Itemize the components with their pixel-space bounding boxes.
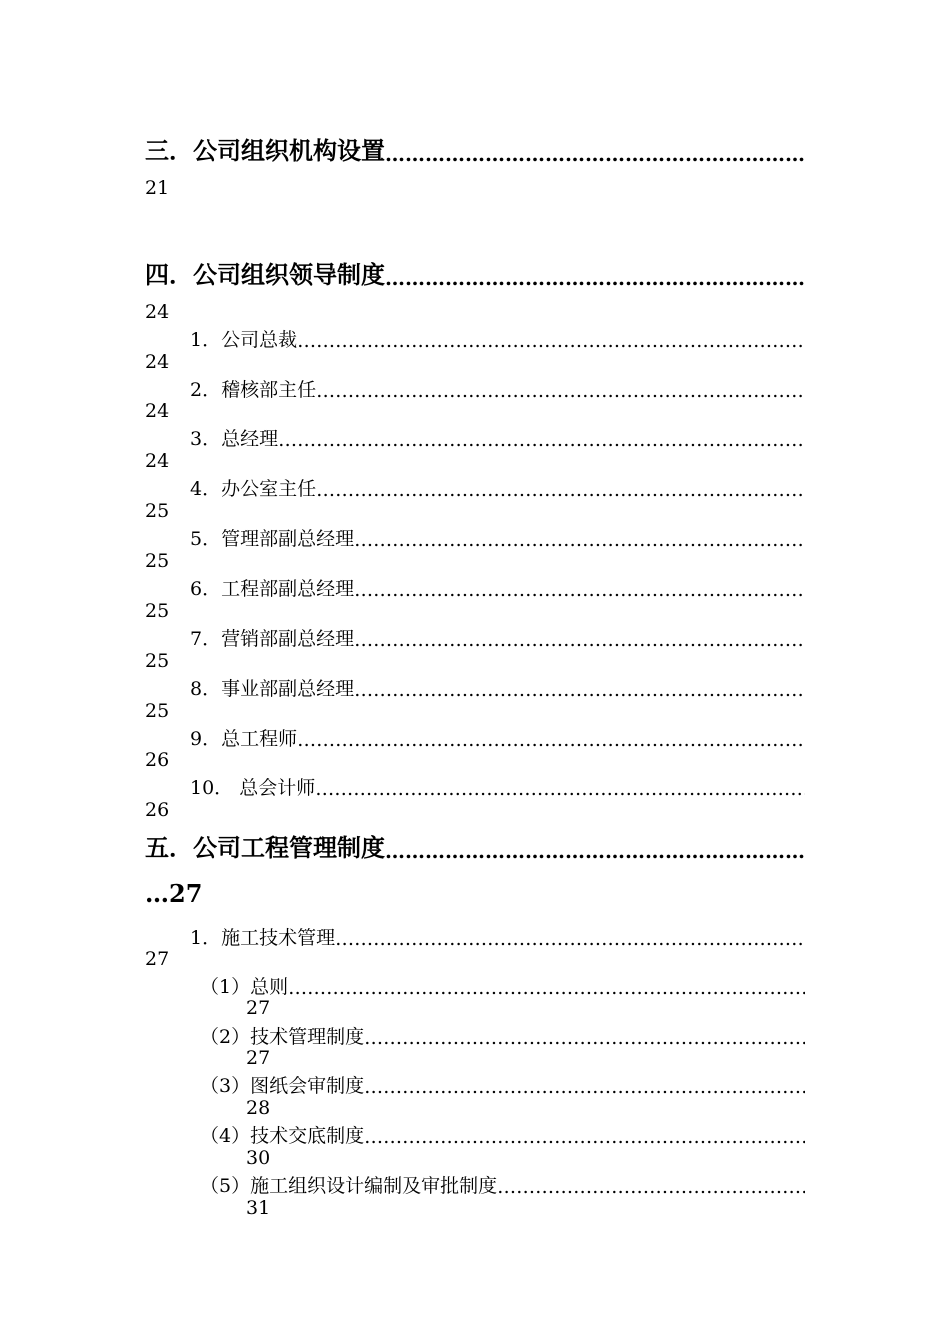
toc-subentry[interactable]: （1）总则 ………………………………………………………………………………………………………………………………………………………………………………………………………………	[200, 969, 805, 999]
toc-page-number: 24	[145, 450, 170, 472]
toc-page-number: 24	[145, 400, 170, 422]
dot-leader	[385, 266, 805, 290]
toc-page-number: 25	[145, 500, 170, 522]
toc-entry[interactable]: 10． 总会计师 ………………………………………………………………………………………………………………………………………………………………………………………………………………	[190, 770, 805, 800]
toc-page-number: …27	[145, 879, 203, 908]
dot-leader	[288, 977, 805, 999]
dot-leader	[497, 1176, 805, 1198]
toc-page-number: 24	[145, 351, 170, 373]
toc-page-number: 25	[145, 650, 170, 672]
toc-entry[interactable]: 9．总工程师 ………………………………………………………………………………………………………………………………………………………………………………………………………………	[190, 721, 805, 751]
toc-page-number: 26	[145, 799, 170, 821]
dot-leader	[354, 679, 805, 701]
toc-page-number: 21	[145, 177, 170, 199]
dot-leader	[335, 928, 805, 950]
toc-subentry[interactable]: （5）施工组织设计编制及审批制度 ………………………………………………………………………………………………………………………………………………………………………………………………………………	[200, 1168, 805, 1198]
dot-leader	[316, 380, 805, 402]
toc-page-number: 24	[145, 301, 170, 323]
dot-leader	[297, 330, 805, 352]
dot-leader	[315, 778, 805, 800]
dot-leader	[364, 1126, 805, 1148]
toc-heading-label: 五．公司工程管理制度	[145, 833, 385, 862]
toc-entry[interactable]: 4．办公室主任 ………………………………………………………………………………………………………………………………………………………………………………………………………………	[190, 471, 805, 501]
dot-leader	[354, 629, 805, 651]
toc-entry-section-3[interactable]	[145, 132, 805, 166]
toc-entry[interactable]: 2．稽核部主任 ………………………………………………………………………………………………………………………………………………………………………………………………………………	[190, 372, 805, 402]
toc-page-number: 25	[145, 600, 170, 622]
toc-entry[interactable]: 5．管理部副总经理 ………………………………………………………………………………………………………………………………………………………………………………………………………………	[190, 521, 805, 551]
dot-leader	[354, 579, 805, 601]
toc-page-number: 31	[246, 1197, 271, 1219]
toc-heading-label: 四．公司组织领导制度	[145, 260, 385, 289]
toc-entry[interactable]: 8．事业部副总经理 ………………………………………………………………………………………………………………………………………………………………………………………………………………	[190, 671, 805, 701]
toc-heading-label: 三．公司组织机构设置	[145, 136, 385, 165]
toc-entry[interactable]: 1．施工技术管理 ………………………………………………………………………………………………………………………………………………………………………………………………………………	[190, 920, 805, 950]
toc-entry[interactable]: 7．营销部副总经理 ………………………………………………………………………………………………………………………………………………………………………………………………………………	[190, 621, 805, 651]
toc-entry-section-5[interactable]	[145, 829, 805, 863]
toc-subentry[interactable]: （4）技术交底制度 ………………………………………………………………………………………………………………………………………………………………………………………………………………	[200, 1118, 805, 1148]
toc-page-number: 27	[145, 948, 170, 970]
dot-leader	[278, 429, 805, 451]
toc-page-number: 28	[246, 1097, 271, 1119]
toc-page-number: 26	[145, 749, 170, 771]
toc-entry-section-4[interactable]	[145, 256, 805, 290]
toc-entry[interactable]: 6．工程部副总经理 ………………………………………………………………………………………………………………………………………………………………………………………………………………	[190, 571, 805, 601]
toc-page-number: 27	[246, 1047, 271, 1069]
toc-subentry[interactable]: （2）技术管理制度 ………………………………………………………………………………………………………………………………………………………………………………………………………………	[200, 1019, 805, 1049]
toc-page-number: 27	[246, 997, 271, 1019]
dot-leader	[316, 479, 805, 501]
toc-entry[interactable]: 3．总经理 ………………………………………………………………………………………………………………………………………………………………………………………………………………	[190, 421, 805, 451]
toc-page-number: 25	[145, 550, 170, 572]
dot-leader	[354, 529, 805, 551]
toc-subentry[interactable]: （3）图纸会审制度 ………………………………………………………………………………………………………………………………………………………………………………………………………………	[200, 1068, 805, 1098]
toc-page-number: 30	[246, 1147, 271, 1169]
dot-leader	[364, 1076, 805, 1098]
dot-leader	[364, 1027, 805, 1049]
toc-entry[interactable]: 1．公司总裁 ………………………………………………………………………………………………………………………………………………………………………………………………………………	[190, 322, 805, 352]
toc-page-number: 25	[145, 700, 170, 722]
dot-leader	[297, 729, 805, 751]
dot-leader	[385, 142, 805, 166]
dot-leader	[385, 839, 805, 863]
